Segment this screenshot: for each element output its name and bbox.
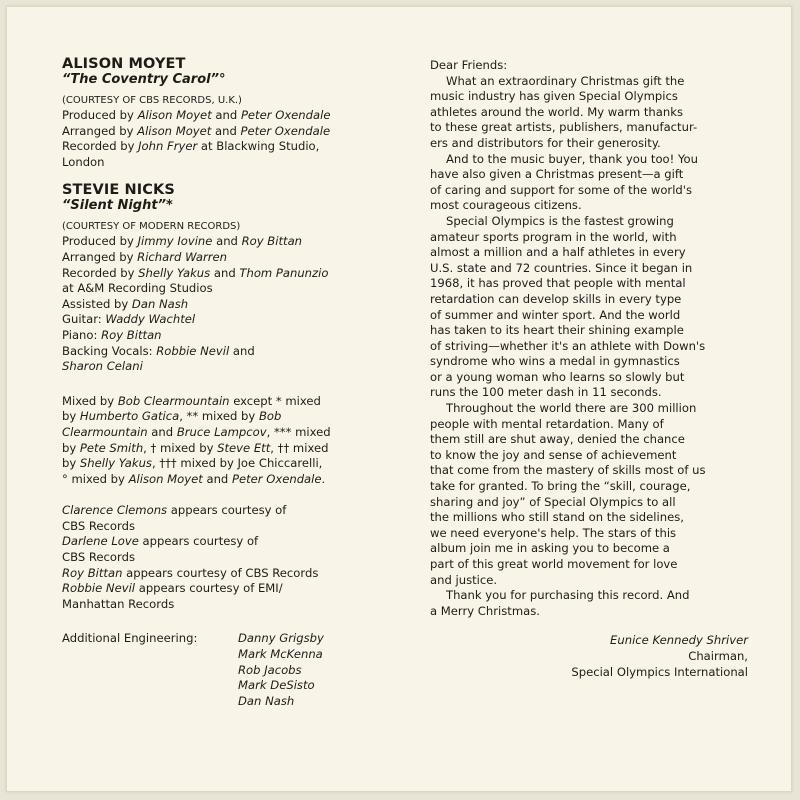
letter-line: sharing and joy” of Special Olympics to all	[430, 494, 676, 509]
additional-engineering	[62, 631, 402, 709]
letter-line: of caring and support for some of the world's	[430, 182, 693, 197]
letter-line: athletes around the world. My warm thanks	[430, 104, 683, 119]
mix-line: by Shelly Yakus, ††† mixed by Joe Chiccarelli,	[62, 456, 323, 471]
nicks-credits	[62, 182, 402, 374]
liner-notes-page	[6, 6, 792, 792]
letter-line: music industry has given Special Olympics	[430, 89, 678, 104]
letter-greeting: Dear Friends:	[430, 58, 508, 72]
signatory-name: Eunice Kennedy Shriver	[610, 633, 748, 648]
letter-line: them still are shut away, denied the chance	[430, 432, 685, 447]
arranger-line: Arranged by Alison Moyet and Peter Oxendale	[62, 123, 331, 138]
letter-paragraph	[430, 588, 750, 619]
letter-line: 1968, it has proved that people with mental	[430, 276, 686, 291]
letter-line: we need everyone's help. The stars of this	[430, 525, 677, 540]
appearance-line: Clarence Clemons appears courtesy of	[62, 503, 287, 518]
letter-line: almost a million and a half athletes in every	[430, 245, 686, 260]
recording-line-2: London	[62, 154, 105, 169]
assistant-line: Assisted by Dan Nash	[62, 296, 189, 311]
engineer-name: Mark McKenna	[238, 647, 323, 662]
letter-signature	[430, 633, 748, 680]
recording-line: Recorded by John Fryer at Blackwing Studio,	[62, 139, 320, 154]
letter-line: most courageous citizens.	[430, 198, 582, 213]
letter-line: to know the joy and sense of achievement	[430, 447, 677, 462]
letter-line: Throughout the world there are 300 million	[446, 401, 697, 416]
arranger-line: Arranged by Richard Warren	[62, 249, 228, 264]
appearance-line: Manhattan Records	[62, 596, 175, 611]
letter-line: part of this great world movement for love	[430, 557, 678, 571]
letter-line: syndrome who wins a medal in gymnastics	[430, 354, 680, 369]
engineer-name: Mark DeSisto	[238, 678, 315, 693]
letter-line: people with mental retardation. Many of	[430, 416, 664, 431]
letter-line: of striving—whether it's an athlete with Down's	[430, 338, 706, 353]
letter-line: or a young woman who learns so slowly but	[430, 369, 685, 384]
signatory-title: Chairman,	[688, 648, 748, 663]
letter-paragraph	[430, 74, 750, 152]
letter-line: have also given a Christmas present—a gift	[430, 167, 684, 182]
backing-vocals-line: Backing Vocals: Robbie Nevil and	[62, 343, 255, 358]
appearance-line: CBS Records	[62, 550, 135, 565]
letter-line: What an extraordinary Christmas gift the	[446, 73, 685, 88]
mix-line: Mixed by Bob Clearmountain except * mixed	[62, 393, 321, 408]
letter-line: ers and distributors for their generosity.	[430, 135, 661, 150]
recording-line-2: at A&M Recording Studios	[62, 281, 213, 296]
engineer-name: Dan Nash	[238, 693, 295, 708]
appearance-line: Robbie Nevil appears courtesy of EMI/	[62, 581, 283, 596]
letter-column	[430, 58, 750, 680]
letter-line: and justice.	[430, 572, 498, 587]
engineer-name: Danny Grigsby	[238, 631, 324, 646]
letter-line: a Merry Christmas.	[430, 603, 540, 618]
letter-line: to these great artists, publishers, manufactur-	[430, 120, 698, 135]
credits-column	[62, 56, 402, 709]
engineering-names	[238, 631, 324, 709]
mix-line: ° mixed by Alison Moyet and Peter Oxendale.	[62, 471, 326, 486]
label-courtesy: (COURTESY OF MODERN RECORDS)	[62, 221, 241, 233]
mixing-credits	[62, 394, 402, 488]
appearance-credits	[62, 503, 402, 612]
song-title: “Silent Night”*	[62, 198, 173, 214]
letter-line: retardation can develop skills in every type	[430, 291, 682, 306]
engineer-name: Rob Jacobs	[238, 662, 302, 677]
backing-vocals-line-2: Sharon Celani	[62, 359, 143, 374]
appearance-line: CBS Records	[62, 518, 135, 533]
letter-line: amateur sports program in the world, with	[430, 229, 677, 244]
recording-line: Recorded by Shelly Yakus and Thom Panunzio	[62, 265, 329, 280]
piano-line: Piano: Roy Bittan	[62, 327, 162, 342]
letter-line: And to the music buyer, thank you too! You	[446, 151, 698, 166]
artist-name: STEVIE NICKS	[62, 182, 175, 199]
letter-line: of summer and winter sport. And the world	[430, 307, 681, 322]
engineering-label: Additional Engineering:	[62, 631, 198, 646]
artist-name: ALISON MOYET	[62, 56, 186, 72]
letter-line: album join me in asking you to become a	[430, 541, 670, 556]
letter-line: Special Olympics is the fastest growing	[446, 213, 674, 228]
letter-paragraph	[430, 401, 750, 588]
letter-line: runs the 100 meter dash in 11 seconds.	[430, 385, 662, 400]
letter-line: Thank you for purchasing this record. And	[446, 588, 690, 603]
letter-line: has taken to its heart their shining example	[430, 323, 684, 338]
letter-line: take for granted. To bring the “skill, courage,	[430, 479, 691, 494]
appearance-line: Roy Bittan appears courtesy of CBS Records	[62, 565, 319, 580]
song-title: “The Coventry Carol”°	[62, 72, 226, 87]
letter-line: U.S. state and 72 countries. Since it began in	[430, 260, 693, 275]
mix-line: by Pete Smith, † mixed by Steve Ett, †† mixed	[62, 440, 329, 455]
appearance-line: Darlene Love appears courtesy of	[62, 534, 259, 549]
mix-line: by Humberto Gatica, ** mixed by Bob	[62, 409, 282, 424]
signatory-organization: Special Olympics International	[571, 664, 748, 679]
letter-paragraph	[430, 214, 750, 401]
producer-line: Produced by Alison Moyet and Peter Oxendale	[62, 108, 331, 122]
letter-paragraph	[430, 152, 750, 214]
letter-line: that come from the mastery of skills most of us	[430, 463, 706, 478]
letter-body	[430, 74, 750, 620]
mix-line: Clearmountain and Bruce Lampcov, *** mixed	[62, 424, 331, 439]
guitar-line: Guitar: Waddy Wachtel	[62, 312, 196, 327]
producer-line: Produced by Jimmy Iovine and Roy Bittan	[62, 234, 303, 249]
label-courtesy: (COURTESY OF CBS RECORDS, U.K.)	[62, 95, 242, 106]
moyet-credits	[62, 56, 402, 170]
letter-line: the millions who still stand on the sidelines,	[430, 510, 684, 525]
